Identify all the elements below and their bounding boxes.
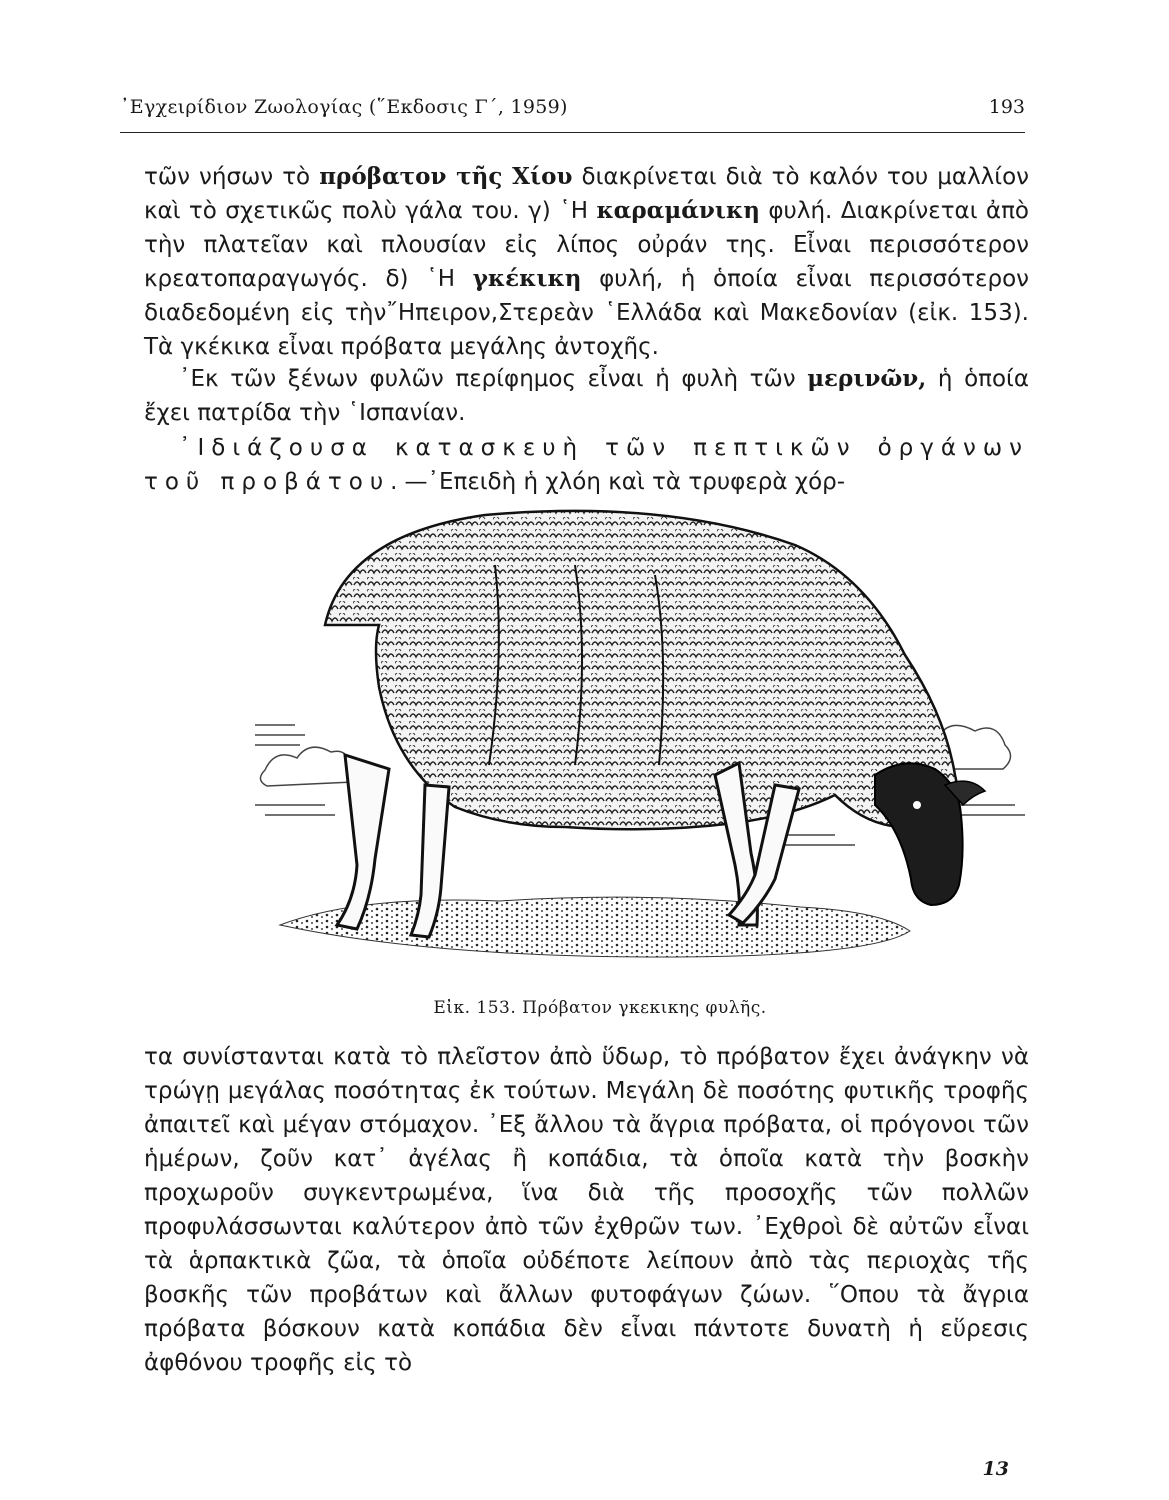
sheep-illustration — [255, 505, 1025, 985]
term-gkekiki: γκέκικη — [472, 265, 582, 292]
ground-patch — [280, 897, 910, 957]
running-header — [120, 92, 1025, 133]
text-run: ᾿Εκ τῶν ξένων φυλῶν περίφημος εἶναι ἡ φυλὴ τῶν — [179, 366, 808, 392]
text-run: φυλή, ἡ ὁποία εἶναι περισσότερον διαδεδομένη εἰς τὴν῎Ηπειρον,Στερεὰν ῾Ελλάδα καὶ Μακεδονίαν (εἰκ. 153). Τὰ γκέκικα εἶναι πρόβατα μεγάλης ἀντοχῆς. — [144, 266, 1029, 360]
text-run: —᾿Επειδὴ ἡ χλόη καὶ τὰ τρυφερὰ χόρ- — [404, 469, 846, 495]
term-chios-sheep: πρόβατον τῆς Χίου — [319, 163, 573, 190]
page-number: 193 — [988, 96, 1025, 118]
text-run: φυλή. Διακρίνεται ἀπὸ τὴν πλατεῖαν καὶ πλουσίαν εἰς λίπος οὐράν της. Εἶναι περισσότερον κρεατοπαραγωγός. δ) ῾Η — [144, 198, 1029, 292]
cloud-left — [255, 725, 357, 815]
text-run: τῶν νήσων τὸ — [144, 164, 320, 190]
section-heading-spaced: ᾿Ιδιάζουσα κατασκευὴ τῶν πεπτικῶν ὀργάνων τοῦ προβάτου. — [144, 435, 1029, 495]
sheep-head — [875, 763, 985, 905]
text-run: διακρίνεται διὰ τὸ καλόν του μαλλίον καὶ τὸ σχετικῶς πολὺ γάλα του. γ) ῾Η — [144, 164, 1029, 224]
book-title: ᾿Εγχειρίδιον Ζωολογίας (῞Εκδοσις Γ΄, 1959) — [120, 96, 568, 118]
signature-mark: 13 — [982, 1458, 1009, 1480]
term-karamaniki: καραμάνικη — [596, 197, 760, 224]
term-merino: μερινῶν, — [807, 365, 927, 392]
text-run: ἡ ὁποία ἔχει πατρίδα τὴν ῾Ισπανίαν. — [144, 366, 1029, 426]
sheep-body — [325, 511, 957, 829]
paragraph-breeds — [144, 160, 1029, 364]
figure-caption: Εἰκ. 153. Πρόβατον γκεκικης φυλῆς. — [433, 998, 767, 1018]
paragraph-digestive-body: τα συνίστανται κατὰ τὸ πλεῖστον ἀπὸ ὕδωρ, τὸ πρόβατον ἔχει ἀνάγκην νὰ τρώγῃ μεγάλας ποσότητας ἐκ τούτων. Μεγάλη δὲ ποσότης φυτικῆς τροφῆς ἀπαιτεῖ καὶ μέγαν στόμαχον. ᾿Εξ ἄλλου τὰ ἄγρια πρόβατα, οἱ πρόγονοι τῶν ἡμέρων, ζοῦν κατ᾿ ἀγέλας ἢ κοπάδια, τὰ ὁποῖα κατὰ τὴν βοσκὴν προχωροῦν συγκεντρωμένα, ἵνα διὰ τῆς προσοχῆς τῶν πολλῶν προφυλάσσωνται καλύτερον ἀπὸ τῶν ἐχθρῶν των. ᾿Εχθροὶ δὲ αὐτῶν εἶναι τὰ ἁρπακτικὰ ζῶα, τὰ ὁποῖα οὐδέποτε λείπουν ἀπὸ τὰς περιοχὰς τῆς βοσκῆς τῶν προβάτων καὶ ἄλλων φυτοφάγων ζώων. ῞Οπου τὰ ἄγρια πρόβατα βόσκουν κατὰ κοπάδια δὲν εἶναι πάντοτε δυνατὴ ἡ εὕρεσις ἀφθόνου τροφῆς εἰς τὸ — [144, 1044, 1029, 1376]
paragraph-merino — [144, 362, 1029, 430]
paragraph-digestive-heading — [144, 431, 1029, 499]
